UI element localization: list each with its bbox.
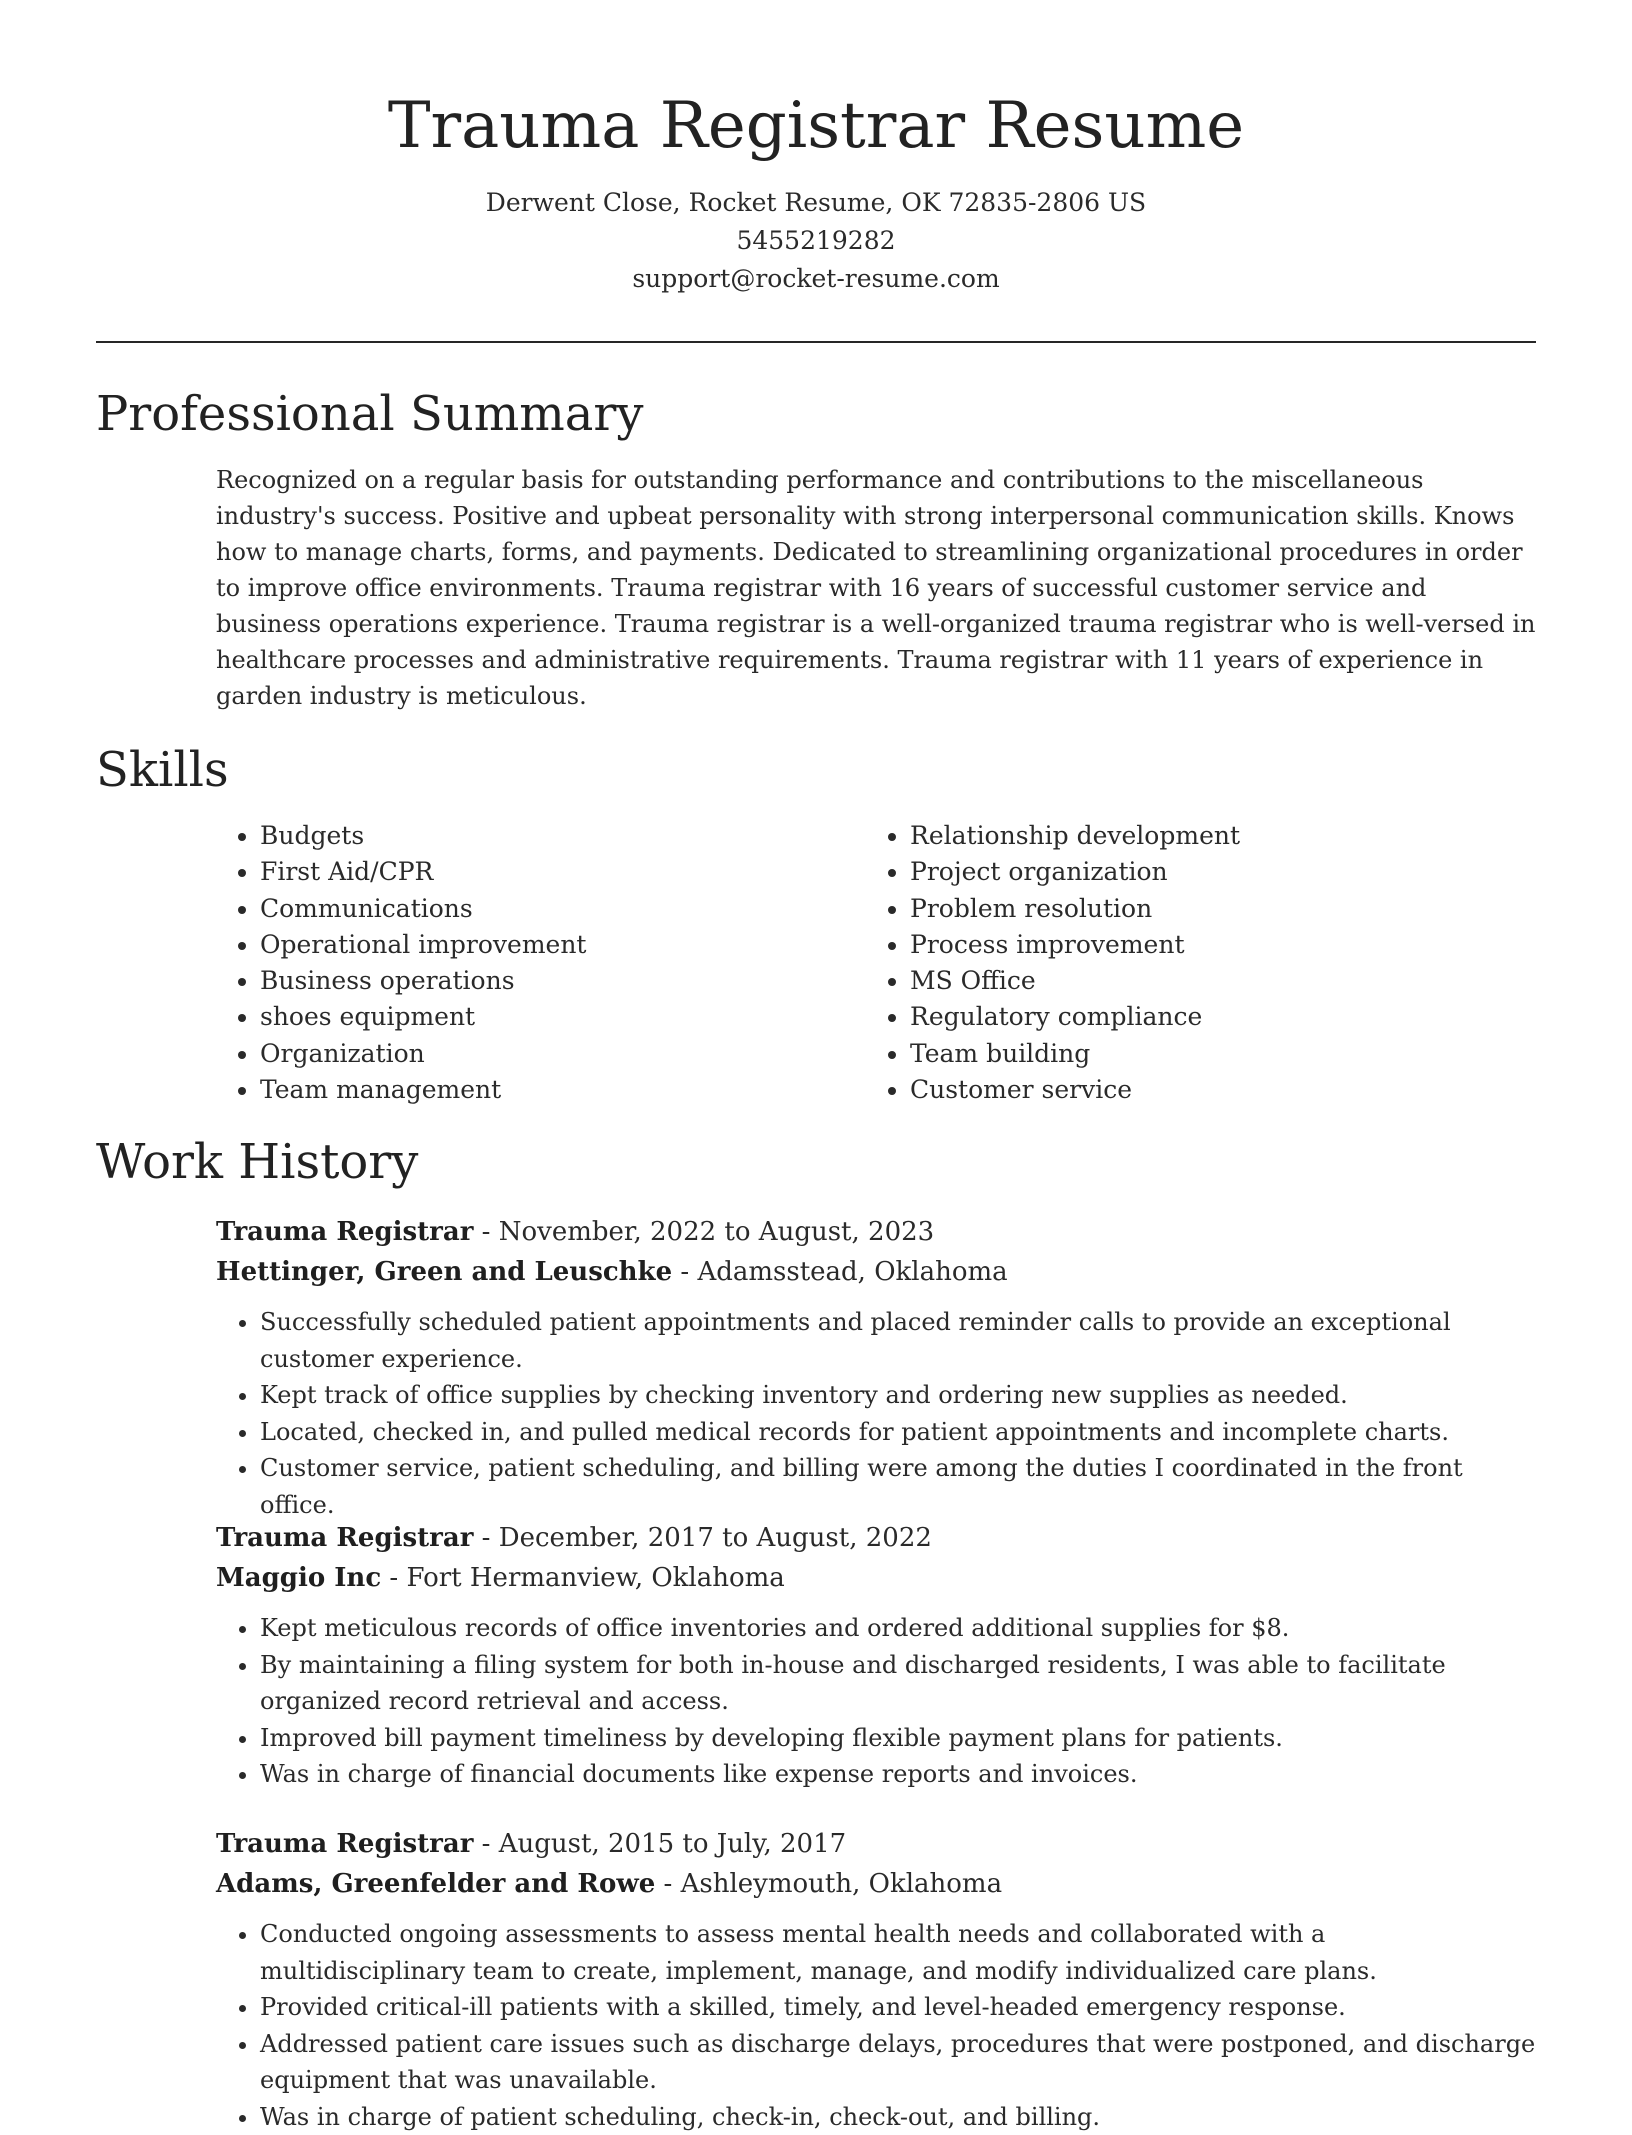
skill-item: • Operational improvement: [260, 927, 820, 963]
job-entry: [216, 1212, 1538, 1523]
job-dates: - August, 2015 to July, 2017: [473, 1829, 846, 1859]
skill-item: • MS Office: [910, 963, 1530, 999]
job-dates: - December, 2017 to August, 2022: [473, 1523, 931, 1553]
skill-item: • Business operations: [260, 963, 820, 999]
job-bullet: • By maintaining a filing system for both in-house and discharged residents, I was able to facilitate organized record retrieval and access.: [260, 1647, 1538, 1720]
job-title: Trauma Registrar: [216, 1217, 473, 1247]
job-company: Adams, Greenfelder and Rowe: [216, 1869, 655, 1899]
skill-item: • First Aid/CPR: [260, 854, 820, 890]
job-bullet-list: [216, 1916, 1538, 2135]
job-title: Trauma Registrar: [216, 1523, 473, 1553]
job-title: Trauma Registrar: [216, 1829, 473, 1859]
job-location: - Adamsstead, Oklahoma: [672, 1257, 1008, 1287]
job-bullet: • Conducted ongoing assessments to assess mental health needs and collaborated with a multidisciplinary team to create, implement, manage, and modify individualized care plans.: [260, 1916, 1538, 1989]
skill-item: • shoes equipment: [260, 999, 820, 1035]
contact-phone: 5455219282: [96, 222, 1536, 260]
job-bullet: • Kept meticulous records of office inventories and ordered additional supplies for $8.: [260, 1610, 1538, 1647]
job-title-line: [216, 1212, 1538, 1252]
skill-item: • Relationship development: [910, 818, 1530, 854]
job-location: - Ashleymouth, Oklahoma: [655, 1869, 1002, 1899]
skill-item: • Customer service: [910, 1072, 1530, 1108]
skill-item: • Budgets: [260, 818, 820, 854]
skill-item: • Team building: [910, 1036, 1530, 1072]
header-divider: [96, 341, 1536, 343]
work-history-heading: Work History: [96, 1132, 418, 1192]
job-title-line: [216, 1518, 1538, 1558]
skill-item: • Organization: [260, 1036, 820, 1072]
job-company: Maggio Inc: [216, 1563, 381, 1593]
job-bullet-list: [216, 1304, 1538, 1523]
job-entry: [216, 1518, 1538, 1793]
job-company-line: [216, 1558, 1538, 1598]
job-bullet: • Was in charge of patient scheduling, check-in, check-out, and billing.: [260, 2099, 1538, 2135]
job-entry: [216, 1824, 1538, 2135]
job-company-line: [216, 1252, 1538, 1292]
job-dates: - November, 2022 to August, 2023: [473, 1217, 934, 1247]
job-bullet: • Was in charge of financial documents like expense reports and invoices.: [260, 1756, 1538, 1793]
job-title-line: [216, 1824, 1538, 1864]
skill-item: • Problem resolution: [910, 891, 1530, 927]
job-bullet-list: [216, 1610, 1538, 1793]
skill-item: • Process improvement: [910, 927, 1530, 963]
job-company: Hettinger, Green and Leuschke: [216, 1257, 672, 1287]
job-bullet: • Kept track of office supplies by checking inventory and ordering new supplies as needed.: [260, 1377, 1538, 1414]
skill-item: • Team management: [260, 1072, 820, 1108]
job-bullet: • Improved bill payment timeliness by developing flexible payment plans for patients.: [260, 1720, 1538, 1757]
skill-item: • Communications: [260, 891, 820, 927]
resume-header: [96, 82, 1536, 298]
contact-address: Derwent Close, Rocket Resume, OK 72835-2806 US: [96, 184, 1536, 222]
job-bullet: • Provided critical-ill patients with a skilled, timely, and level-headed emergency response.: [260, 1989, 1538, 2026]
summary-heading: Professional Summary: [96, 384, 643, 444]
contact-email: support@rocket-resume.com: [96, 260, 1536, 298]
summary-text: Recognized on a regular basis for outstanding performance and contributions to the miscellaneous industry's success. Positive and upbeat personality with strong interpersonal communication skills. Knows how to manage charts, forms, and payments. Dedicated to streamlining organizational procedures in order to improve office environments. Trauma registrar with 16 years of successful customer service and business operations experience. Trauma registrar is a well-organized trauma registrar who is well-versed in healthcare processes and administrative requirements. Trauma registrar with 11 years of experience in garden industry is meticulous.: [216, 462, 1538, 714]
job-bullet: • Located, checked in, and pulled medical records for patient appointments and incomplete charts.: [260, 1414, 1538, 1451]
skills-heading: Skills: [96, 740, 229, 800]
skills-list-right: [866, 818, 1530, 1108]
job-bullet: • Customer service, patient scheduling, and billing were among the duties I coordinated in the front office.: [260, 1450, 1538, 1523]
skill-item: • Project organization: [910, 854, 1530, 890]
resume-title: Trauma Registrar Resume: [96, 82, 1536, 170]
job-bullet: • Addressed patient care issues such as discharge delays, procedures that were postponed, and discharge equipment that was unavailable.: [260, 2026, 1538, 2099]
job-bullet: • Successfully scheduled patient appointments and placed reminder calls to provide an exceptional customer experience.: [260, 1304, 1538, 1377]
skills-list-left: [216, 818, 820, 1108]
job-location: - Fort Hermanview, Oklahoma: [381, 1563, 785, 1593]
skill-item: • Regulatory compliance: [910, 999, 1530, 1035]
job-company-line: [216, 1864, 1538, 1904]
